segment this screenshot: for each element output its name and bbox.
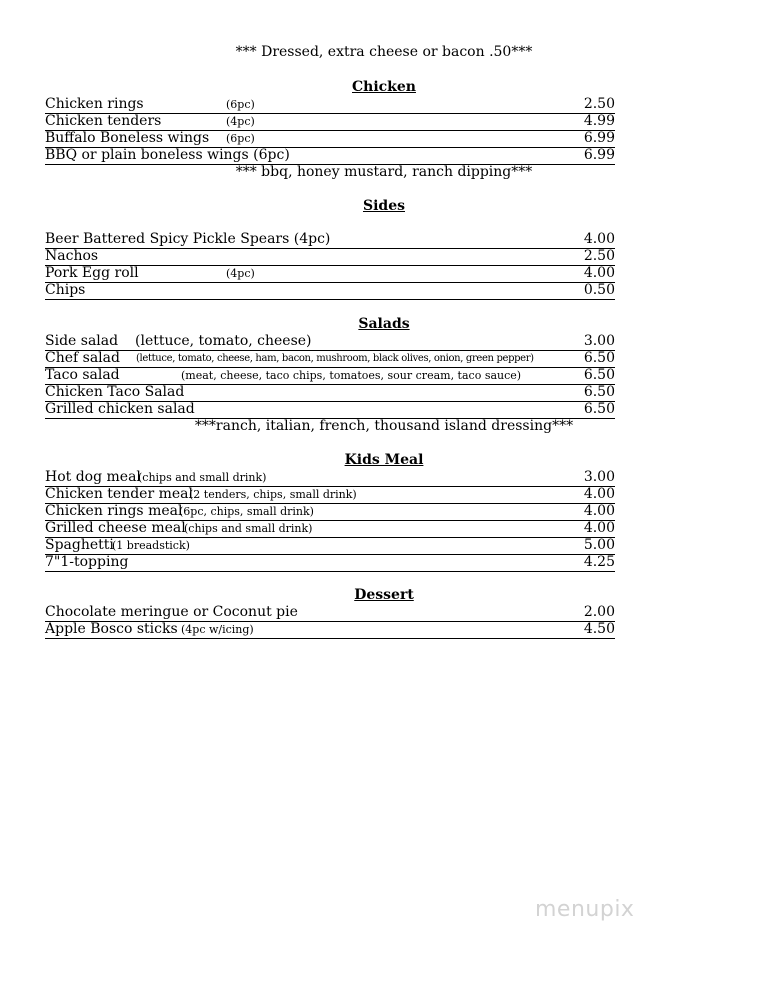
item-name: Chef salad xyxy=(45,350,120,366)
menu-item xyxy=(45,486,615,504)
item-note: (2 tenders, chips, small drink) xyxy=(189,488,357,501)
menu-item xyxy=(45,503,615,521)
menu-item xyxy=(45,248,615,266)
item-price: 0.50 xyxy=(583,282,615,298)
item-name: Apple Bosco sticks xyxy=(45,621,178,637)
item-price: 6.99 xyxy=(583,130,615,146)
item-note: (chips and small drink) xyxy=(184,522,313,535)
item-note: (6pc, chips, small drink) xyxy=(179,505,314,518)
item-price: 6.50 xyxy=(583,401,615,417)
item-name: Chicken rings xyxy=(45,96,144,112)
item-price: 6.50 xyxy=(583,367,615,383)
item-name: Beer Battered Spicy Pickle Spears (4pc) xyxy=(45,231,331,247)
item-name: Buffalo Boneless wings xyxy=(45,130,210,146)
item-price: 6.99 xyxy=(583,147,615,163)
menu-item xyxy=(45,554,615,572)
item-name: Chocolate meringue or Coconut pie xyxy=(45,604,298,620)
item-note: (1 breadstick) xyxy=(112,539,190,552)
item-note: (4pc w/icing) xyxy=(181,623,254,636)
item-price: 4.50 xyxy=(583,621,615,637)
section-heading-dessert: Dessert xyxy=(354,587,414,603)
menu-item xyxy=(45,367,615,385)
item-price: 3.00 xyxy=(583,469,615,485)
item-price: 6.50 xyxy=(583,384,615,400)
menu-item xyxy=(45,333,615,351)
menu-item xyxy=(45,621,615,639)
item-note: (6pc) xyxy=(226,132,255,145)
menu-item xyxy=(45,604,615,622)
item-note: (4pc) xyxy=(226,267,255,280)
menu-item xyxy=(45,401,615,419)
item-price: 2.50 xyxy=(583,96,615,112)
item-price: 6.50 xyxy=(583,350,615,366)
item-name: Side salad xyxy=(45,333,119,349)
item-name: Chicken Taco Salad xyxy=(45,384,185,400)
item-name: Spaghetti xyxy=(45,537,114,553)
item-name: BBQ or plain boneless wings (6pc) xyxy=(45,147,290,163)
item-name: Chips xyxy=(45,282,86,298)
chicken-footnote: *** bbq, honey mustard, ranch dipping*** xyxy=(235,164,533,180)
item-price: 2.50 xyxy=(583,248,615,264)
item-price: 4.25 xyxy=(583,554,615,570)
section-heading-sides: Sides xyxy=(362,198,405,214)
header-note: *** Dressed, extra cheese or bacon .50*** xyxy=(235,44,533,60)
menu-item xyxy=(45,520,615,538)
menu-item xyxy=(45,384,615,402)
menu-item xyxy=(45,231,615,249)
item-price: 4.00 xyxy=(583,265,615,281)
item-note: (6pc) xyxy=(226,98,255,111)
menu-item xyxy=(45,537,615,555)
item-price: 4.00 xyxy=(583,503,615,519)
menupix-watermark: menupix xyxy=(535,897,635,922)
section-heading-chicken: Chicken xyxy=(352,79,416,95)
item-price: 4.00 xyxy=(583,231,615,247)
item-price: 4.00 xyxy=(583,486,615,502)
menu-item xyxy=(45,113,615,131)
item-name: Pork Egg roll xyxy=(45,265,139,281)
item-note: (4pc) xyxy=(226,115,255,128)
salads-footnote: ***ranch, italian, french, thousand island dressing*** xyxy=(194,418,574,434)
menu-item xyxy=(45,469,615,487)
menu-item xyxy=(45,96,615,114)
item-price: 5.00 xyxy=(583,537,615,553)
item-price: 3.00 xyxy=(583,333,615,349)
item-name: 7"1-topping xyxy=(45,554,129,570)
item-price: 4.99 xyxy=(583,113,615,129)
item-name: Chicken tenders xyxy=(45,113,162,129)
item-note: (chips and small drink) xyxy=(138,471,267,484)
menu-item xyxy=(45,265,615,283)
item-name: Chicken rings meal xyxy=(45,503,183,519)
menu-item xyxy=(45,147,615,165)
section-heading-kids-meal: Kids Meal xyxy=(344,452,424,468)
item-name: Grilled chicken salad xyxy=(45,401,195,417)
section-heading-salads: Salads xyxy=(358,316,410,332)
item-name: Grilled cheese meal xyxy=(45,520,186,536)
item-note: (meat, cheese, taco chips, tomatoes, sour cream, taco sauce) xyxy=(181,369,522,382)
item-name: Chicken tender meal xyxy=(45,486,193,502)
item-name: Taco salad xyxy=(45,367,120,383)
item-name: Nachos xyxy=(45,248,99,264)
menu-item xyxy=(45,282,615,300)
item-price: 2.00 xyxy=(583,604,615,620)
item-price: 4.00 xyxy=(583,520,615,536)
item-note: (lettuce, tomato, cheese, ham, bacon, mushroom, black olives, onion, green pepper) xyxy=(136,353,534,364)
item-note: (lettuce, tomato, cheese) xyxy=(135,333,312,349)
menu-item xyxy=(45,350,615,368)
menu-item xyxy=(45,130,615,148)
item-name: Hot dog meal xyxy=(45,469,141,485)
